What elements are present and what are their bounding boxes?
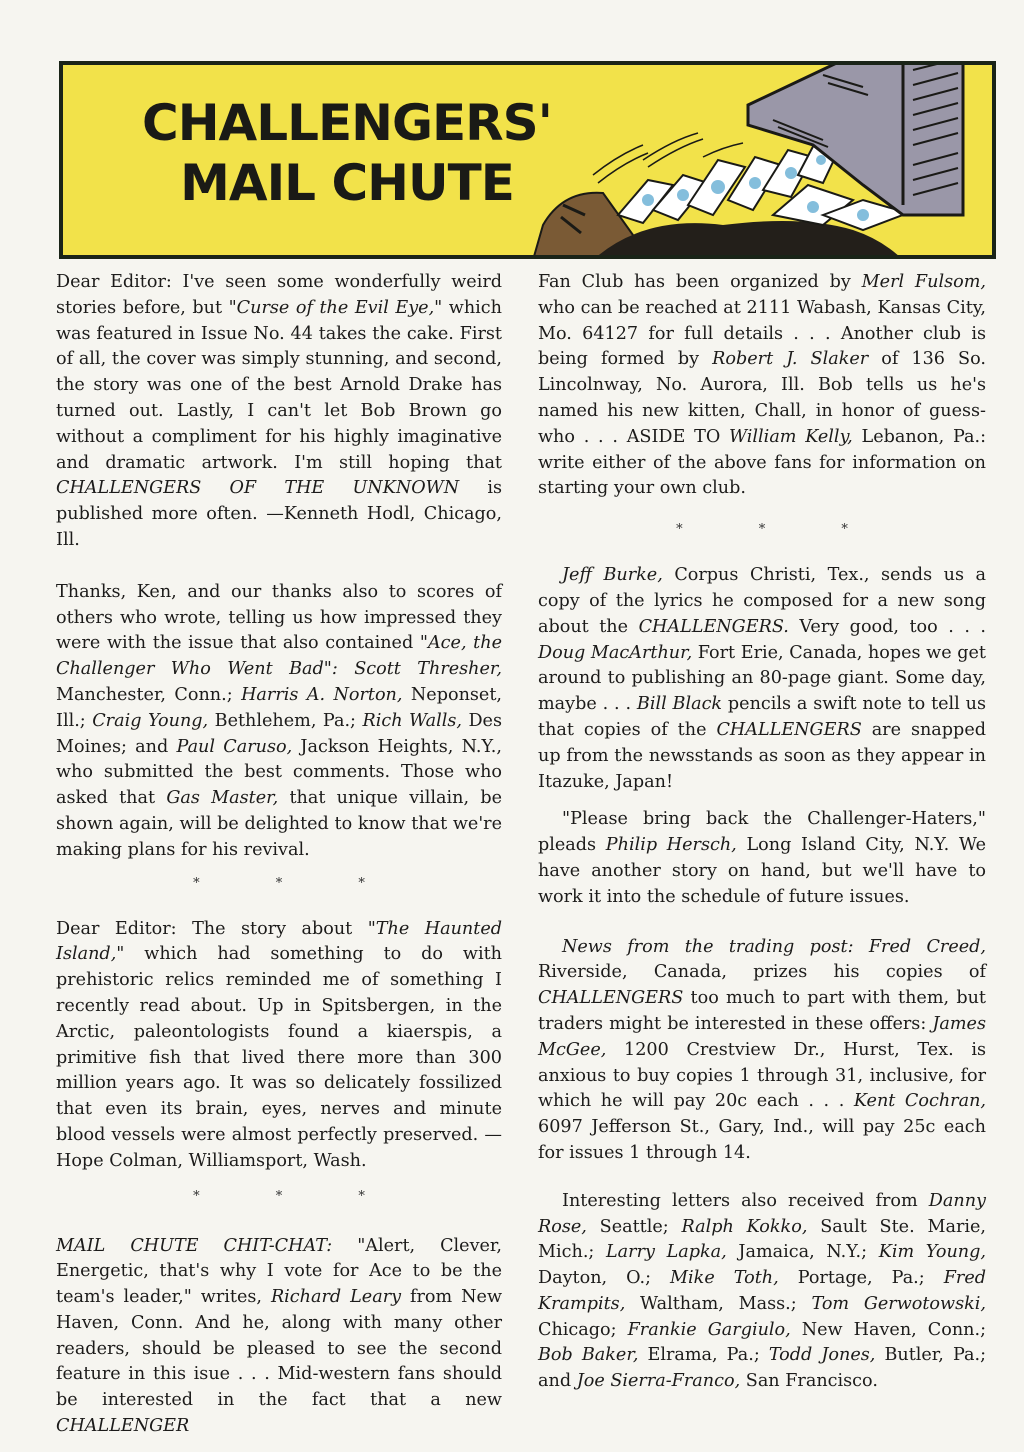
italic-name-text: Bill Black — [636, 694, 723, 715]
body-text: are snapped up from the newsstands as soon as they appear in Itazuke, Japan! — [538, 719, 986, 792]
italic-name-text: James McGee, — [538, 1013, 986, 1060]
body-text: which had something to do with prehistoric relics reminded me of something I recently read about. Up in Spitsbergen, in the Arctic, paleontologists found a kiaerspis, a primitive fish that lived there more than 300 million years ago. It was so delicately fossilized that even its brain, eyes, nerves and minute blood vessels were almost perfectly preserved. —Hope Colman, Williamsport, Wash. — [56, 944, 502, 1171]
body-text: Thanks, Ken, and our thanks also to scores of others who wrote, telling us how impressed they were with the issue that also contained — [56, 581, 502, 654]
body-text: Bethlehem, Pa.; — [208, 710, 363, 731]
body-text: Very good, too . . . — [788, 616, 986, 637]
right-column — [538, 270, 986, 1395]
italic-name-text: Merl Fulsom, — [861, 272, 986, 292]
italic-name-text: Robert J. Slaker — [712, 349, 869, 370]
italic-name-text: "The Haunted Island," — [56, 918, 502, 965]
italic-name-text: CHALLENGERS. — [638, 616, 789, 637]
body-text: 1200 Crestview Dr., Hurst, Tex. is anxious to buy copies 1 through 31, inclusive, for which he will pay 20c each . . . — [538, 1039, 986, 1112]
body-text: Seattle; — [586, 1216, 682, 1237]
body-text: Chicago; — [538, 1319, 628, 1340]
italic-name-text: William Kelly, — [729, 426, 853, 447]
italic-name-text: CHALLENGERS — [716, 719, 862, 740]
body-text: of 136 So. Lincolnway, No. Aurora, Ill. Bob tells us he's named his new kitten, Chall, in honor of guess-who . . . ASIDE TO — [538, 349, 986, 447]
italic-name-text: Paul Caruso, — [176, 736, 293, 757]
italic-name-text: MAIL CHUTE CHIT-CHAT: — [56, 1235, 333, 1256]
banner-title — [137, 93, 557, 213]
body-text: "Alert, Clever, Energetic, that's why I vote for Ace to be the team's leader," writes, — [56, 1235, 502, 1308]
italic-name-text: CHALLENGERS OF THE UNKNOWN — [56, 478, 460, 499]
body-text: which was featured in Issue No. 44 takes the cake. First of all, the cover was simply stunning, and second, the story was one of the best Arnold Drake has turned out. Lastly, I can't let Bob Brown go without a compliment for his highly imaginative and dramatic artwork. I'm still hoping that — [56, 297, 502, 473]
body-text: Jamaica, N.Y.; — [726, 1242, 879, 1263]
body-text: Riverside, Canada, prizes his copies of — [538, 962, 986, 983]
body-text: New Haven, Conn.; — [790, 1319, 987, 1340]
body-text: Manchester, Conn.; — [56, 684, 242, 705]
body-text: that unique villain, be shown again, will be delighted to know that we're making plans for his revival. — [56, 788, 502, 860]
italic-name-text: Doug MacArthur, — [538, 642, 693, 663]
body-text: Butler, Pa.; and — [538, 1345, 986, 1392]
body-text: "Please bring back the Challenger-Haters," pleads — [538, 809, 986, 856]
separator-stars: * * * — [676, 522, 884, 538]
italic-name-text: Gas Master, — [166, 788, 279, 809]
banner-title-line1: CHALLENGERS' — [142, 94, 552, 152]
italic-name-text: Mike Toth, — [670, 1268, 779, 1289]
italic-name-text: Danny Rose, — [538, 1190, 986, 1237]
body-text: Long Island City, N.Y. We have another story on hand, but we'll have to work it into the schedule of future issues. — [538, 835, 986, 907]
italic-name-text: Larry Lapka, — [606, 1242, 727, 1263]
letter-kenneth-hodl — [56, 270, 502, 554]
separator-stars: * * * — [193, 875, 401, 891]
mail-chute-banner — [59, 61, 996, 259]
italic-name-text: Richard Leary — [270, 1287, 402, 1308]
mail-chute-chit-chat — [56, 1234, 502, 1440]
italic-name-text: "Curse of the Evil Eye," — [228, 297, 443, 318]
italic-name-text: Fred Krampits, — [538, 1268, 986, 1314]
body-text: Jackson Heights, N.Y., who submitted the best comments. Those who asked that — [56, 736, 502, 809]
italic-name-text: CHALLENGERS — [538, 988, 684, 1009]
body-text: Interesting letters also received from — [562, 1190, 929, 1211]
body-text: Portage, Pa.; — [778, 1268, 944, 1289]
body-text: Fan Club has been organized by — [538, 272, 862, 292]
body-text: too much to part with them, but traders might be interested in these offers: — [538, 988, 986, 1034]
left-column — [56, 270, 502, 1440]
body-text: Dear Editor: The story about — [56, 918, 368, 939]
italic-name-text: Frankie Gargiulo, — [627, 1319, 791, 1340]
body-text: Corpus Christi, Tex., sends us a copy of the lyrics he composed for a new song about the — [538, 565, 986, 637]
body-text: San Francisco. — [740, 1371, 878, 1392]
italic-name-text: "Ace, the Challenger Who Went Bad": Scott Thresher, — [56, 633, 502, 680]
italic-name-text: Philip Hersch, — [605, 835, 737, 856]
italic-name-text: Harris A. Norton, — [241, 684, 403, 705]
italic-name-text: Ralph Kokko, — [681, 1216, 808, 1237]
body-text: who can be reached at 2111 Wabash, Kansas City, Mo. 64127 for full details . . . Another club is being formed by — [538, 297, 986, 370]
italic-name-text: Craig Young, — [92, 710, 209, 731]
fan-club-continued — [538, 270, 986, 502]
body-text: Sault Ste. Marie, Mich.; — [538, 1216, 986, 1263]
body-text: Waltham, Mass.; — [625, 1293, 812, 1314]
body-text: Elrama, Pa.; — [638, 1345, 769, 1366]
italic-name-text: Todd Jones, — [768, 1345, 876, 1366]
body-text: pencils a swift note to tell us that copies of the — [538, 694, 986, 740]
italic-name-text: Bob Baker, — [538, 1345, 639, 1366]
jeff-burke-paragraph — [538, 563, 986, 795]
interesting-letters-paragraph — [538, 1189, 986, 1395]
italic-name-text: Tom Gerwotowski, — [811, 1293, 986, 1314]
italic-name-text: CHALLENGER — [56, 1416, 190, 1437]
body-text: Lebanon, Pa.: write either of the above fans for information on starting your own club. — [538, 426, 987, 499]
body-text: Dear Editor: I've seen some wonderfully weird stories before, but — [56, 272, 502, 318]
italic-name-text: Joe Sierra-Franco, — [576, 1371, 741, 1392]
italic-name-text: News from the trading post: Fred Creed, — [562, 936, 986, 957]
banner-title-line2: MAIL CHUTE — [180, 154, 514, 212]
letter-hope-colman — [56, 917, 502, 1175]
italic-name-text: Kent Cochran, — [853, 1091, 986, 1112]
reply-thanks-ken — [56, 580, 502, 864]
body-text: 6097 Jefferson St., Gary, Ind., will pay 25c each for issues 1 through 14. — [538, 1117, 986, 1163]
body-text: Dayton, O.; — [538, 1268, 671, 1289]
body-text: Neponset, Ill.; — [56, 684, 503, 731]
challenger-haters-paragraph — [538, 807, 986, 910]
trading-post-paragraph — [538, 935, 986, 1167]
body-text: is published more often. —Kenneth Hodl, Chicago, Ill. — [56, 478, 502, 550]
italic-name-text: Jeff Burke, — [562, 565, 663, 586]
mail-chute-illustration-icon — [523, 65, 993, 255]
body-text: from New Haven, Conn. And he, along with many other readers, should be pleased to see the second feature in this isue . . . Mid-western fans should be interested in the fact that a new — [56, 1287, 503, 1411]
italic-name-text: Kim Young, — [878, 1242, 986, 1263]
separator-stars: * * * — [193, 1188, 401, 1204]
body-text: Fort Erie, Canada, hopes we get around to publishing an 80-page giant. Some day, maybe . . . — [538, 642, 986, 715]
italic-name-text: Rich Walls, — [362, 710, 462, 731]
body-text: Des Moines; and — [56, 710, 502, 757]
